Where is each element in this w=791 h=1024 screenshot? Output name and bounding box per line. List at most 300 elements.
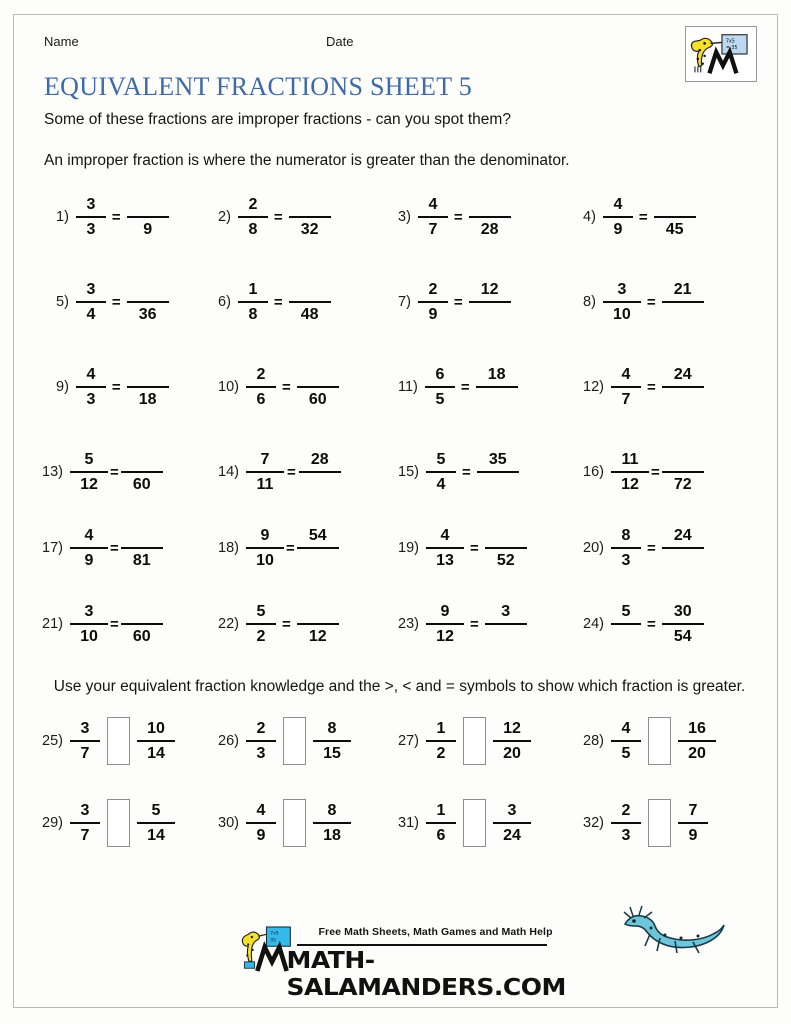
fraction-right-answer[interactable] xyxy=(297,602,339,646)
denominator: 12 xyxy=(80,476,98,493)
fraction-bar xyxy=(654,216,696,218)
fraction-bar xyxy=(469,301,511,303)
numerator: 2 xyxy=(248,196,258,213)
problem-number: 21) xyxy=(42,616,63,632)
fraction-right xyxy=(662,602,704,646)
comparison-answer-box[interactable] xyxy=(107,799,130,847)
denominator: 12 xyxy=(436,628,454,645)
comparison-answer-box[interactable] xyxy=(283,717,306,765)
equals-sign: = xyxy=(453,208,463,226)
numerator: 2 xyxy=(621,802,631,820)
numerator: 21 xyxy=(673,281,692,298)
fraction-bar xyxy=(127,301,169,303)
problem-number: 28) xyxy=(583,733,604,750)
fraction-bar xyxy=(246,386,276,388)
equals-sign: = xyxy=(109,463,119,481)
fraction-left xyxy=(70,719,100,763)
fraction-left xyxy=(425,365,455,409)
fraction-right-answer[interactable] xyxy=(297,526,339,570)
denominator: 81 xyxy=(132,552,151,569)
fraction-right-answer[interactable] xyxy=(289,195,331,239)
problem-number: 12) xyxy=(583,379,604,395)
fraction-right-answer[interactable] xyxy=(469,280,511,324)
denominator: 3 xyxy=(86,221,96,238)
problem-16[interactable] xyxy=(583,441,704,503)
denominator: 7 xyxy=(621,391,631,408)
fraction-left xyxy=(426,719,456,763)
numerator: 6 xyxy=(435,366,445,383)
fraction-bar xyxy=(70,623,108,625)
numerator: 3 xyxy=(84,603,94,620)
equals-sign: = xyxy=(273,293,283,311)
numerator: 8 xyxy=(621,527,631,544)
problem-row xyxy=(28,271,771,356)
problem-5[interactable] xyxy=(28,271,218,333)
denominator: 9 xyxy=(688,827,698,845)
fraction-bar xyxy=(611,547,641,549)
fraction-left xyxy=(426,526,464,570)
denominator: 7 xyxy=(80,827,90,845)
problem-number: 8) xyxy=(583,294,596,310)
denominator: 14 xyxy=(147,745,165,763)
problem-number: 30) xyxy=(218,815,239,832)
footer-divider xyxy=(297,944,547,946)
denominator: 20 xyxy=(503,745,521,763)
problem-number: 17) xyxy=(42,540,63,556)
fraction-bar xyxy=(238,216,268,218)
equals-sign: = xyxy=(469,539,479,557)
numerator: 2 xyxy=(256,366,266,383)
fraction-left xyxy=(246,365,276,409)
numerator: 18 xyxy=(487,366,506,383)
numerator: 5 xyxy=(436,451,446,468)
fraction-left xyxy=(611,719,641,763)
comparison-answer-box[interactable] xyxy=(283,799,306,847)
problem-29[interactable] xyxy=(28,792,218,854)
numerator: 24 xyxy=(673,366,692,383)
denominator: 9 xyxy=(613,221,623,238)
fraction-left xyxy=(246,719,276,763)
denominator: 9 xyxy=(143,221,153,238)
fraction-right-answer[interactable] xyxy=(662,526,704,570)
denominator: 24 xyxy=(503,827,521,845)
problem-17[interactable] xyxy=(28,517,218,579)
problem-number: 9) xyxy=(56,379,69,395)
fraction-left[interactable] xyxy=(611,602,641,646)
fraction-right-answer[interactable] xyxy=(121,602,163,646)
problem-number: 15) xyxy=(398,464,419,480)
equals-sign: = xyxy=(646,539,656,557)
fraction-bar xyxy=(246,547,284,549)
fraction-left xyxy=(426,602,464,646)
fraction-left xyxy=(611,526,641,570)
numerator: 7 xyxy=(688,802,698,820)
numerator: 2 xyxy=(428,281,438,298)
problem-number: 29) xyxy=(42,815,63,832)
problem-1[interactable] xyxy=(28,186,218,248)
fraction-left xyxy=(418,195,448,239)
problem-row xyxy=(28,792,771,874)
problem-18[interactable] xyxy=(218,517,398,579)
equals-sign: = xyxy=(111,293,121,311)
fraction-left xyxy=(246,801,276,845)
denominator: 5 xyxy=(621,745,631,763)
numerator: 3 xyxy=(86,196,96,213)
fraction-bar xyxy=(476,386,518,388)
fraction-right-answer[interactable] xyxy=(477,450,519,494)
equals-sign: = xyxy=(638,208,648,226)
denominator: 6 xyxy=(436,827,446,845)
fraction-bar xyxy=(76,216,106,218)
fraction-bar xyxy=(70,740,100,742)
fraction-bar xyxy=(611,386,641,388)
sheet-content xyxy=(28,16,771,1014)
footer-branding[interactable] xyxy=(239,910,566,1001)
fraction-bar xyxy=(603,216,633,218)
equals-sign: = xyxy=(281,378,291,396)
problem-20[interactable] xyxy=(583,517,704,579)
numerator: 30 xyxy=(673,603,692,620)
denominator: 12 xyxy=(308,628,327,645)
problem-row xyxy=(28,517,771,593)
numerator: 2 xyxy=(256,720,266,738)
fraction-bar xyxy=(662,547,704,549)
problem-7[interactable] xyxy=(398,271,583,333)
problem-number: 25) xyxy=(42,733,63,750)
problem-number: 1) xyxy=(56,209,69,225)
problem-14[interactable] xyxy=(218,441,398,503)
fraction-bar xyxy=(238,301,268,303)
fraction-right-answer[interactable] xyxy=(485,602,527,646)
denominator: 4 xyxy=(436,476,446,493)
numerator: 28 xyxy=(310,451,329,468)
problem-15[interactable] xyxy=(398,441,583,503)
fraction-bar xyxy=(297,386,339,388)
fraction-bar xyxy=(299,471,341,473)
numerator: 4 xyxy=(621,720,631,738)
problem-19[interactable] xyxy=(398,517,583,579)
svg-text:35: 35 xyxy=(269,938,276,944)
fraction-bar xyxy=(611,740,641,742)
numerator: 5 xyxy=(84,451,94,468)
problem-3[interactable] xyxy=(398,186,583,248)
fraction-left xyxy=(70,526,108,570)
fraction-bar xyxy=(70,822,100,824)
numerator: 4 xyxy=(84,527,94,544)
fraction-bar xyxy=(246,623,276,625)
numerator: 3 xyxy=(80,720,90,738)
problem-22[interactable] xyxy=(218,593,398,655)
fraction-bar xyxy=(70,471,108,473)
problem-32[interactable] xyxy=(583,792,708,854)
problem-27[interactable] xyxy=(398,710,583,772)
fraction-bar xyxy=(121,547,163,549)
problem-number: 26) xyxy=(218,733,239,750)
fraction-left xyxy=(611,801,641,845)
problem-number: 19) xyxy=(398,540,419,556)
fraction-bar xyxy=(485,547,527,549)
denominator: 10 xyxy=(613,306,631,323)
problem-number: 14) xyxy=(218,464,239,480)
denominator: 3 xyxy=(256,745,266,763)
fraction-right-answer[interactable] xyxy=(299,450,341,494)
comparison-answer-box[interactable] xyxy=(648,799,671,847)
fraction-right-answer[interactable] xyxy=(127,195,169,239)
numerator: 3 xyxy=(501,603,511,620)
salamander-blackboard-logo-icon xyxy=(685,26,757,82)
fraction-left xyxy=(246,602,276,646)
fraction-right xyxy=(137,801,175,845)
fraction-left xyxy=(238,280,268,324)
numerator: 35 xyxy=(488,451,507,468)
denominator: 60 xyxy=(132,628,151,645)
subtitle-text: Some of these fractions are improper fractions - can you spot them? xyxy=(44,111,511,128)
fraction-bar xyxy=(297,623,339,625)
numerator: 11 xyxy=(621,451,639,468)
fraction-right xyxy=(493,801,531,845)
problem-row xyxy=(28,356,771,441)
fraction-bar xyxy=(611,822,641,824)
fraction-left xyxy=(76,280,106,324)
problem-number: 4) xyxy=(583,209,596,225)
equals-sign: = xyxy=(111,208,121,226)
comparison-answer-box[interactable] xyxy=(463,717,486,765)
fraction-bar xyxy=(485,623,527,625)
fraction-bar xyxy=(662,386,704,388)
denominator: 11 xyxy=(256,476,274,493)
problem-11[interactable] xyxy=(398,356,583,418)
fraction-bar xyxy=(418,301,448,303)
denominator: 28 xyxy=(480,221,499,238)
fraction-bar xyxy=(426,740,456,742)
comparison-answer-box[interactable] xyxy=(648,717,671,765)
numerator: 1 xyxy=(436,720,446,738)
equals-sign: = xyxy=(281,615,291,633)
equals-sign: = xyxy=(461,463,471,481)
fraction-bar xyxy=(76,301,106,303)
fraction-right-answer[interactable] xyxy=(662,450,704,494)
fraction-bar xyxy=(426,547,464,549)
fraction-right-answer[interactable] xyxy=(297,365,339,409)
denominator: 2 xyxy=(436,745,446,763)
problem-10[interactable] xyxy=(218,356,398,418)
svg-text:= 35: = 35 xyxy=(725,46,738,52)
fraction-bar xyxy=(121,471,163,473)
denominator: 5 xyxy=(435,391,445,408)
fraction-right xyxy=(493,719,531,763)
fraction-bar xyxy=(426,471,456,473)
denominator: 9 xyxy=(84,552,94,569)
equals-sign: = xyxy=(273,208,283,226)
numerator: 5 xyxy=(151,802,161,820)
problem-number: 27) xyxy=(398,733,419,750)
denominator: 2 xyxy=(256,628,266,645)
fraction-bar xyxy=(611,471,649,473)
fraction-bar xyxy=(477,471,519,473)
problem-25[interactable] xyxy=(28,710,218,772)
problem-31[interactable] xyxy=(398,792,583,854)
fraction-right-answer[interactable] xyxy=(469,195,511,239)
fraction-bar xyxy=(418,216,448,218)
problem-30[interactable] xyxy=(218,792,398,854)
numerator: 12 xyxy=(480,281,499,298)
comparison-problem-grid xyxy=(28,710,771,874)
problem-23[interactable] xyxy=(398,593,583,655)
denominator: 7 xyxy=(428,221,438,238)
problem-row xyxy=(28,186,771,271)
problem-number: 13) xyxy=(42,464,63,480)
numerator: 8 xyxy=(327,720,337,738)
problem-number: 10) xyxy=(218,379,239,395)
fraction-bar xyxy=(289,216,331,218)
fraction-bar xyxy=(662,471,704,473)
numerator: 4 xyxy=(428,196,438,213)
logo-svg xyxy=(686,27,756,81)
equals-sign: = xyxy=(111,378,121,396)
problem-9[interactable] xyxy=(28,356,218,418)
equals-sign: = xyxy=(109,539,119,557)
problem-28[interactable] xyxy=(583,710,716,772)
fraction-right-answer[interactable] xyxy=(121,526,163,570)
fraction-bar xyxy=(493,822,531,824)
problem-number: 20) xyxy=(583,540,604,556)
fraction-bar xyxy=(469,216,511,218)
numerator: 10 xyxy=(147,720,165,738)
problem-13[interactable] xyxy=(28,441,218,503)
denominator: 9 xyxy=(256,827,266,845)
fraction-right-answer[interactable] xyxy=(662,280,704,324)
fraction-bar xyxy=(246,471,284,473)
fraction-right-answer[interactable] xyxy=(127,365,169,409)
numerator: 4 xyxy=(86,366,96,383)
fraction-left xyxy=(426,450,456,494)
numerator: 9 xyxy=(440,603,450,620)
fraction-right-answer[interactable] xyxy=(662,365,704,409)
fraction-bar xyxy=(493,740,531,742)
denominator: 48 xyxy=(300,306,319,323)
problem-6[interactable] xyxy=(218,271,398,333)
problem-number: 3) xyxy=(398,209,411,225)
numerator: 12 xyxy=(503,720,521,738)
comparison-answer-box[interactable] xyxy=(463,799,486,847)
equals-sign: = xyxy=(453,293,463,311)
footer xyxy=(28,910,771,1001)
fraction-bar xyxy=(603,301,641,303)
fraction-bar xyxy=(121,623,163,625)
denominator: 8 xyxy=(248,306,258,323)
problem-8[interactable] xyxy=(583,271,704,333)
denominator: 4 xyxy=(86,306,96,323)
numerator: 9 xyxy=(260,527,270,544)
problem-number: 32) xyxy=(583,815,604,832)
numerator: 4 xyxy=(440,527,450,544)
footer-url[interactable]: MATH-SALAMANDERS.COM xyxy=(286,947,566,1001)
fraction-bar xyxy=(297,547,339,549)
denominator: 32 xyxy=(300,221,319,238)
fraction-right xyxy=(137,719,175,763)
svg-text:7x5: 7x5 xyxy=(269,931,279,937)
denominator: 60 xyxy=(132,476,151,493)
fraction-left xyxy=(426,801,456,845)
denominator: 20 xyxy=(688,745,706,763)
numerator: 16 xyxy=(688,720,706,738)
problem-row xyxy=(28,441,771,517)
denominator: 54 xyxy=(673,628,692,645)
fraction-bar xyxy=(70,547,108,549)
comparison-instructions: Use your equivalent fraction knowledge and the >, < and = symbols to show which fraction is greater. xyxy=(53,678,746,695)
problem-21[interactable] xyxy=(28,593,218,655)
denominator: 3 xyxy=(86,391,96,408)
problem-number: 18) xyxy=(218,540,239,556)
problem-number: 5) xyxy=(56,294,69,310)
svg-text:7x5: 7x5 xyxy=(725,39,735,45)
fraction-right-answer[interactable] xyxy=(121,450,163,494)
fraction-right-answer[interactable] xyxy=(127,280,169,324)
fraction-bar xyxy=(662,623,704,625)
fraction-bar xyxy=(246,740,276,742)
fraction-right xyxy=(313,719,351,763)
equals-sign: = xyxy=(109,615,119,633)
fraction-left xyxy=(246,450,284,494)
numerator: 4 xyxy=(621,366,631,383)
numerator: 1 xyxy=(436,802,446,820)
fraction-left xyxy=(238,195,268,239)
fraction-right-answer[interactable] xyxy=(289,280,331,324)
fraction-left xyxy=(70,602,108,646)
fraction-left xyxy=(418,280,448,324)
denominator: 18 xyxy=(323,827,341,845)
date-label: Date xyxy=(326,34,354,49)
problem-26[interactable] xyxy=(218,710,398,772)
fraction-bar xyxy=(313,822,351,824)
numerator: 4 xyxy=(256,802,266,820)
numerator: 4 xyxy=(613,196,623,213)
fraction-right-answer[interactable] xyxy=(485,526,527,570)
denominator: 72 xyxy=(673,476,692,493)
problem-24[interactable] xyxy=(583,593,704,655)
equals-sign: = xyxy=(460,378,470,396)
problem-2[interactable] xyxy=(218,186,398,248)
denominator: 10 xyxy=(256,552,274,569)
fraction-right xyxy=(313,801,351,845)
fraction-bar xyxy=(137,822,175,824)
denominator: 9 xyxy=(428,306,438,323)
problem-4[interactable] xyxy=(583,186,696,248)
fraction-left xyxy=(70,450,108,494)
fraction-right-answer[interactable] xyxy=(476,365,518,409)
numerator: 5 xyxy=(256,603,266,620)
fraction-right-answer[interactable] xyxy=(654,195,696,239)
numerator: 3 xyxy=(507,802,517,820)
comparison-answer-box[interactable] xyxy=(107,717,130,765)
problem-12[interactable] xyxy=(583,356,704,418)
fraction-bar xyxy=(678,740,716,742)
denominator: 13 xyxy=(436,552,454,569)
fraction-left xyxy=(611,365,641,409)
footer-tagline: Free Math Sheets, Math Games and Math Help xyxy=(318,926,553,938)
fraction-left xyxy=(76,365,106,409)
problem-row xyxy=(28,593,771,669)
numerator: 8 xyxy=(327,802,337,820)
denominator: 3 xyxy=(621,552,631,569)
fraction-bar xyxy=(426,623,464,625)
denominator: 7 xyxy=(80,745,90,763)
equals-sign: = xyxy=(650,463,660,481)
equals-sign: = xyxy=(469,615,479,633)
denominator: 18 xyxy=(138,391,157,408)
improper-definition-text: An improper fraction is where the numerator is greater than the denominator. xyxy=(44,152,570,169)
fraction-bar xyxy=(426,822,456,824)
